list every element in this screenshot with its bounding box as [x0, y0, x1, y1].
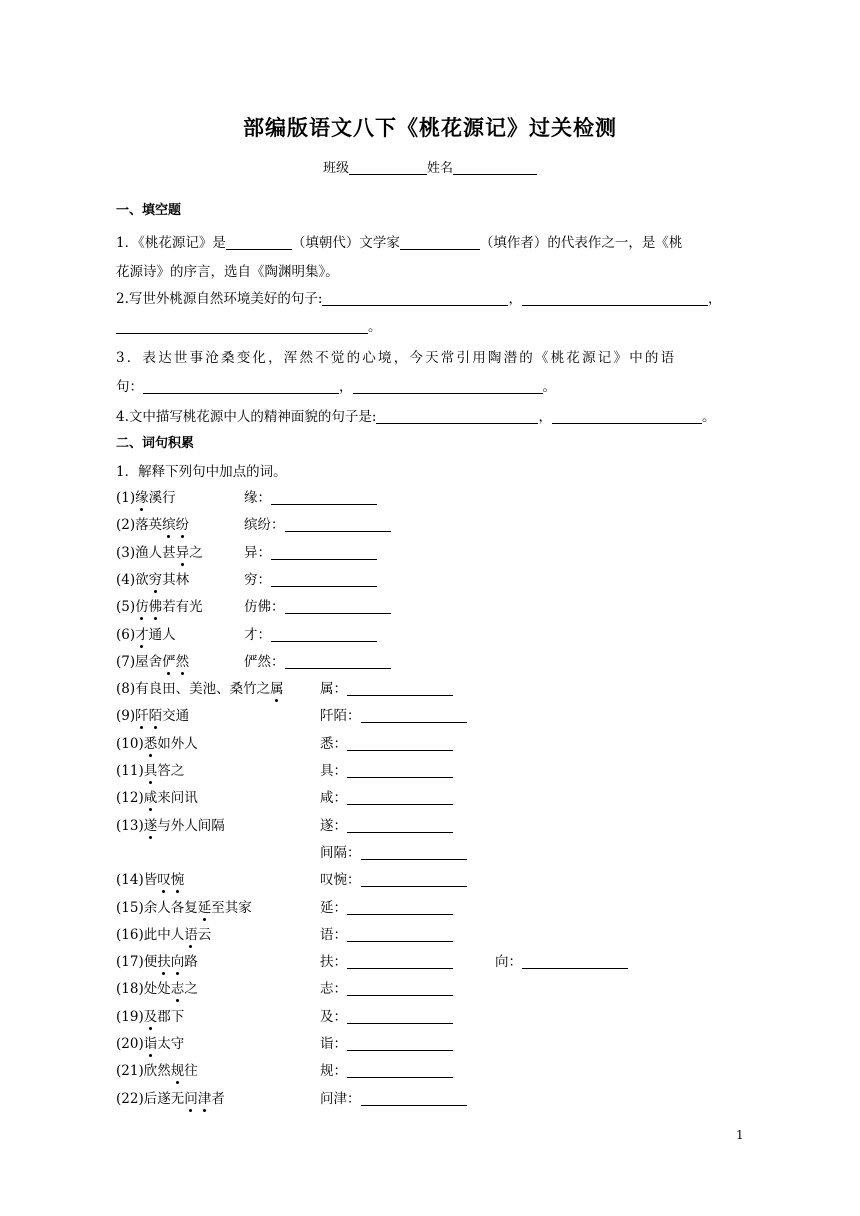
vocab-num: (12)	[116, 790, 144, 806]
page-number: 1	[736, 1128, 744, 1142]
dotted-char: 延	[197, 900, 212, 916]
question-3-line-2	[116, 375, 556, 395]
vocab-dotted	[135, 627, 149, 643]
vocab-phrase	[116, 790, 198, 806]
vocab-pre: 此中人	[143, 927, 185, 943]
vocab-blank[interactable]	[347, 927, 453, 942]
class-name-line	[0, 157, 860, 176]
vocab-dotted	[198, 900, 212, 916]
vocab-phrase	[116, 736, 198, 752]
vocab-answer	[244, 568, 377, 588]
vocab-num: (22)	[116, 1091, 144, 1107]
vocab-phrase	[116, 900, 252, 916]
q2-period: 。	[368, 319, 382, 335]
vocab-num: (9)	[116, 708, 136, 724]
dotted-char: 具	[143, 763, 158, 779]
vocab-num: (7)	[116, 654, 136, 670]
vocab-post: 至其家	[211, 900, 252, 916]
vocab-label: 悉：	[320, 736, 347, 752]
vocab-phrase	[116, 981, 198, 997]
vocab-blank[interactable]	[361, 872, 467, 887]
dotted-char: 阡	[135, 708, 149, 724]
vocab-item-12	[116, 786, 347, 806]
dotted-char: 缘	[135, 490, 149, 506]
vocab-num: (18)	[116, 981, 144, 997]
q3-blank-1[interactable]	[143, 379, 339, 394]
dotted-char: 诣	[143, 1036, 158, 1052]
vocab-dotted	[144, 818, 158, 834]
vocab-blank[interactable]	[285, 517, 391, 532]
vocab-phrase	[116, 627, 176, 643]
vocab-item-10	[116, 732, 347, 752]
vocab-post: 交通	[162, 708, 190, 724]
question-4-line	[116, 405, 715, 425]
vocab-pre: 皆	[143, 872, 158, 888]
vocab-item-8	[116, 677, 347, 697]
vocab-answer	[320, 1005, 453, 1025]
vocab-phrase	[116, 1091, 225, 1107]
vocab-dotted	[135, 490, 149, 506]
vocab-dotted	[149, 572, 163, 588]
vocab-post: 太守	[157, 1036, 185, 1052]
name-label: 姓名	[427, 161, 454, 176]
dotted-char: 志	[170, 981, 185, 997]
vocab-blank[interactable]	[271, 572, 377, 587]
page-title: 部编版语文八下《桃花源记》过关检测	[243, 115, 617, 140]
vocab-item-7	[116, 650, 285, 670]
vocab-dotted	[162, 654, 189, 670]
q3-blank-2[interactable]	[353, 379, 543, 394]
vocab-pre: 后遂无	[143, 1091, 185, 1107]
vocab-instruction: 1．解释下列句中加点的词。	[116, 464, 287, 480]
vocab-post: 与外人间隔	[157, 818, 225, 834]
vocab-pre: 落英	[135, 517, 163, 533]
q1-text-c: （填作者）的代表作之一，是《桃	[479, 235, 683, 251]
vocab-dotted	[171, 1063, 185, 1079]
vocab-phrase	[116, 1036, 184, 1052]
vocab-answer	[244, 595, 391, 615]
q1-text-a: 1．《桃花源记》是	[116, 235, 226, 251]
vocab-answer	[244, 486, 377, 506]
vocab-blank[interactable]	[361, 708, 467, 723]
vocab-post: 云	[197, 927, 212, 943]
vocab-post: 郡下	[157, 1009, 185, 1025]
class-blank[interactable]	[349, 160, 427, 175]
vocab-label: 才：	[244, 627, 271, 643]
vocab-label: 缤纷：	[244, 517, 285, 533]
vocab-label: 穷：	[244, 572, 271, 588]
vocab-phrase	[116, 572, 189, 588]
vocab-label: 属：	[320, 681, 347, 697]
question-1-line-1	[116, 231, 744, 251]
dotted-char: 悉	[143, 736, 158, 752]
vocab-blank[interactable]	[271, 545, 377, 560]
vocab-answer	[320, 923, 453, 943]
vocab-label: 规：	[320, 1063, 347, 1079]
vocab-blank[interactable]	[347, 1063, 453, 1078]
vocab-label: 诣：	[320, 1036, 347, 1052]
vocab-label: 俨然：	[244, 654, 285, 670]
vocab-num: (19)	[116, 1009, 144, 1025]
vocab-phrase	[116, 1009, 184, 1025]
vocab-blank[interactable]	[347, 790, 453, 805]
vocab-num: (1)	[116, 490, 136, 506]
question-2-line-2	[116, 315, 382, 335]
vocab-num: (13)	[116, 818, 144, 834]
vocab-answer	[244, 650, 391, 670]
vocab-phrase	[116, 490, 176, 506]
q3-period: 。	[542, 379, 556, 395]
vocab-item-17-extra	[495, 950, 628, 970]
vocab-phrase	[116, 681, 284, 697]
vocab-num: (17)	[116, 954, 144, 970]
dotted-char: 及	[143, 1009, 158, 1025]
vocab-label: 志：	[320, 981, 347, 997]
vocab-blank[interactable]	[347, 763, 453, 778]
vocab-label: 叹惋：	[320, 872, 361, 888]
vocab-num: (2)	[116, 517, 136, 533]
vocab-blank[interactable]	[347, 1009, 453, 1024]
section-heading-vocab: 二、词句积累	[116, 436, 195, 451]
name-blank[interactable]	[453, 160, 537, 175]
vocab-item-5	[116, 595, 285, 615]
vocab-answer	[320, 1087, 467, 1107]
vocab-post: 之	[189, 545, 203, 561]
q2-comma-2: ，	[707, 291, 722, 307]
dotted-char: 咸	[143, 790, 158, 806]
vocab-dotted	[270, 681, 284, 697]
vocab-dotted	[157, 954, 184, 970]
vocab-dotted	[162, 517, 189, 533]
q1-text-b: （填朝代）文学家	[291, 235, 400, 251]
vocab-post: 之	[184, 981, 198, 997]
vocab-item-17	[116, 923, 347, 943]
vocab-phrase	[116, 1063, 198, 1079]
vocab-answer	[320, 732, 453, 752]
vocab-item-3	[116, 541, 271, 561]
dotted-char: 异	[175, 545, 190, 561]
vocab-item-23	[116, 1087, 361, 1107]
vocab-dotted	[135, 708, 162, 724]
vocab-label: 缘：	[244, 490, 271, 506]
q4-blank-2[interactable]	[552, 409, 702, 424]
vocab-label: 扶：	[320, 954, 347, 970]
vocab-dotted	[157, 872, 184, 888]
q2-text: 2.写世外桃源自然环境美好的句子:	[116, 291, 323, 307]
vocab-answer	[244, 541, 377, 561]
vocab-post: 其林	[162, 572, 190, 588]
vocab-dotted	[144, 790, 158, 806]
vocab-pre: 便	[143, 954, 158, 970]
dotted-char: 陌	[148, 708, 163, 724]
vocab-blank[interactable]	[347, 818, 453, 833]
dotted-char: 扶	[157, 954, 171, 970]
vocab-item-11	[116, 759, 347, 779]
q1-blank-author[interactable]	[400, 235, 480, 250]
dotted-char: 问	[184, 1091, 198, 1107]
vocab-phrase	[116, 818, 225, 834]
vocab-post: 来问讯	[157, 790, 198, 806]
vocab-item-9	[116, 704, 361, 724]
vocab-dotted	[184, 927, 198, 943]
q2-blank-2[interactable]	[522, 291, 708, 306]
vocab-answer	[320, 1032, 453, 1052]
dotted-char: 佛	[148, 599, 163, 615]
dotted-char: 向	[170, 954, 185, 970]
vocab-dotted	[144, 1009, 158, 1025]
vocab-num: (21)	[116, 1063, 144, 1079]
vocab-answer	[320, 868, 467, 888]
vocab-num: (20)	[116, 1036, 144, 1052]
vocab-num: (4)	[116, 572, 136, 588]
vocab-phrase	[116, 545, 203, 561]
vocab-answer	[244, 623, 377, 643]
question-2-line-1	[116, 287, 721, 307]
dotted-char: 语	[184, 927, 198, 943]
vocab-item-20	[116, 1005, 347, 1025]
vocab-answer	[320, 759, 453, 779]
vocab-blank[interactable]	[347, 681, 453, 696]
vocab-phrase	[116, 872, 184, 888]
vocab-dotted	[135, 599, 162, 615]
vocab-phrase	[116, 763, 184, 779]
question-3-line-1: 3．表达世事沧桑变化，浑然不觉的心境，今天常引用陶潜的《桃花源记》中的语	[116, 350, 677, 366]
vocab-item-1	[116, 486, 271, 506]
dotted-char: 然	[175, 654, 190, 670]
dotted-char: 津	[197, 1091, 212, 1107]
dotted-char: 缤	[162, 517, 176, 533]
vocab-item-6	[116, 623, 271, 643]
q3-comma: ，	[339, 379, 353, 395]
vocab-item-17-extra-blank[interactable]	[522, 954, 628, 969]
vocab-blank[interactable]	[285, 654, 391, 669]
vocab-dotted	[144, 736, 158, 752]
vocab-answer	[320, 786, 453, 806]
vocab-pre: 渔人甚	[135, 545, 176, 561]
vocab-item-19	[116, 977, 347, 997]
vocab-answer	[320, 814, 453, 834]
vocab-item-17-extra-label: 向：	[495, 954, 522, 970]
vocab-answer	[320, 950, 453, 970]
vocab-item-22	[116, 1059, 347, 1079]
vocab-post: 者	[211, 1091, 225, 1107]
vocab-label: 咸：	[320, 790, 347, 806]
vocab-num: (5)	[116, 599, 136, 615]
vocab-label: 间隔：	[320, 845, 361, 861]
vocab-label: 阡陌：	[320, 708, 361, 724]
vocab-post: 通人	[148, 627, 176, 643]
dotted-char: 仿	[135, 599, 149, 615]
vocab-phrase	[116, 708, 189, 724]
vocab-post: 如外人	[157, 736, 198, 752]
dotted-char: 俨	[162, 654, 176, 670]
vocab-label: 延：	[320, 900, 347, 916]
vocab-dotted	[144, 1036, 158, 1052]
vocab-phrase	[116, 954, 198, 970]
vocab-pre: 余人各复	[143, 900, 198, 916]
vocab-phrase	[116, 654, 189, 670]
vocab-phrase	[116, 599, 203, 615]
q2-comma-1: ，	[508, 291, 522, 307]
vocab-post: 往	[184, 1063, 198, 1079]
vocab-blank[interactable]	[361, 845, 467, 860]
q3-text: 句：	[116, 379, 143, 395]
vocab-blank[interactable]	[347, 1036, 453, 1051]
dotted-char: 穷	[148, 572, 163, 588]
vocab-num: (15)	[116, 900, 144, 916]
vocab-pre: 处处	[143, 981, 171, 997]
vocab-answer	[320, 677, 453, 697]
dotted-char: 遂	[143, 818, 158, 834]
vocab-blank[interactable]	[347, 736, 453, 751]
question-1-line-2: 花源诗》的序言，选自《陶渊明集》。	[116, 264, 339, 280]
vocab-item-16	[116, 896, 347, 916]
dotted-char: 规	[170, 1063, 185, 1079]
vocab-post: 若有光	[162, 599, 203, 615]
vocab-num: (10)	[116, 736, 144, 752]
vocab-item-2	[116, 513, 285, 533]
vocab-post: 溪行	[148, 490, 176, 506]
vocab-label: 问津：	[320, 1091, 361, 1107]
vocab-label: 语：	[320, 927, 347, 943]
vocab-label: 仿佛：	[244, 599, 285, 615]
vocab-item-15	[116, 868, 361, 888]
vocab-dotted	[176, 545, 190, 561]
vocab-dotted	[144, 763, 158, 779]
vocab-num: (3)	[116, 545, 136, 561]
vocab-blank[interactable]	[361, 1091, 467, 1106]
q4-period: 。	[701, 409, 716, 425]
vocab-num: (14)	[116, 872, 144, 888]
vocab-item-4	[116, 568, 271, 588]
vocab-blank[interactable]	[285, 599, 391, 614]
vocab-dotted	[171, 981, 185, 997]
vocab-answer	[320, 1059, 453, 1079]
vocab-blank[interactable]	[347, 900, 453, 915]
q4-comma: ，	[538, 409, 552, 425]
vocab-dotted	[184, 1091, 211, 1107]
dotted-char: 才	[135, 627, 149, 643]
vocab-phrase	[116, 517, 189, 533]
q4-blank-1[interactable]	[376, 409, 538, 424]
vocab-phrase	[116, 927, 211, 943]
vocab-num: (16)	[116, 927, 144, 943]
vocab-answer	[244, 513, 391, 533]
vocab-label: 异：	[244, 545, 271, 561]
vocab-answer	[320, 977, 453, 997]
class-label: 班级	[322, 161, 349, 176]
vocab-answer	[320, 704, 467, 724]
q1-blank-dynasty[interactable]	[226, 235, 292, 250]
vocab-item-13	[116, 814, 347, 834]
vocab-blank[interactable]	[271, 490, 377, 505]
vocab-num: (6)	[116, 627, 136, 643]
vocab-pre: 屋舍	[135, 654, 163, 670]
vocab-pre: 欣然	[143, 1063, 171, 1079]
dotted-char: 纷	[175, 517, 190, 533]
dotted-char: 属	[270, 681, 284, 697]
dotted-char: 叹	[157, 872, 171, 888]
vocab-blank[interactable]	[347, 981, 453, 996]
dotted-char: 惋	[170, 872, 185, 888]
section-heading-fill: 一、填空题	[116, 203, 182, 218]
vocab-item-21	[116, 1032, 347, 1052]
vocab-num: (8)	[116, 681, 136, 697]
vocab-pre: 有良田、美池、桑竹之	[135, 681, 271, 697]
q4-text: 4.文中描写桃花源中人的精神面貌的句子是:	[116, 409, 377, 425]
q2-blank-3[interactable]	[116, 319, 368, 334]
vocab-num: (11)	[116, 763, 144, 779]
vocab-item-18	[116, 950, 347, 970]
vocab-label: 遂：	[320, 818, 347, 834]
vocab-label: 具：	[320, 763, 347, 779]
vocab-answer	[320, 841, 467, 861]
q2-blank-1[interactable]	[322, 291, 508, 306]
vocab-answer	[320, 896, 453, 916]
vocab-post: 路	[184, 954, 198, 970]
vocab-blank[interactable]	[271, 627, 377, 642]
vocab-post: 答之	[157, 763, 185, 779]
vocab-pre: 欲	[135, 572, 149, 588]
vocab-blank[interactable]	[347, 954, 453, 969]
vocab-label: 及：	[320, 1009, 347, 1025]
